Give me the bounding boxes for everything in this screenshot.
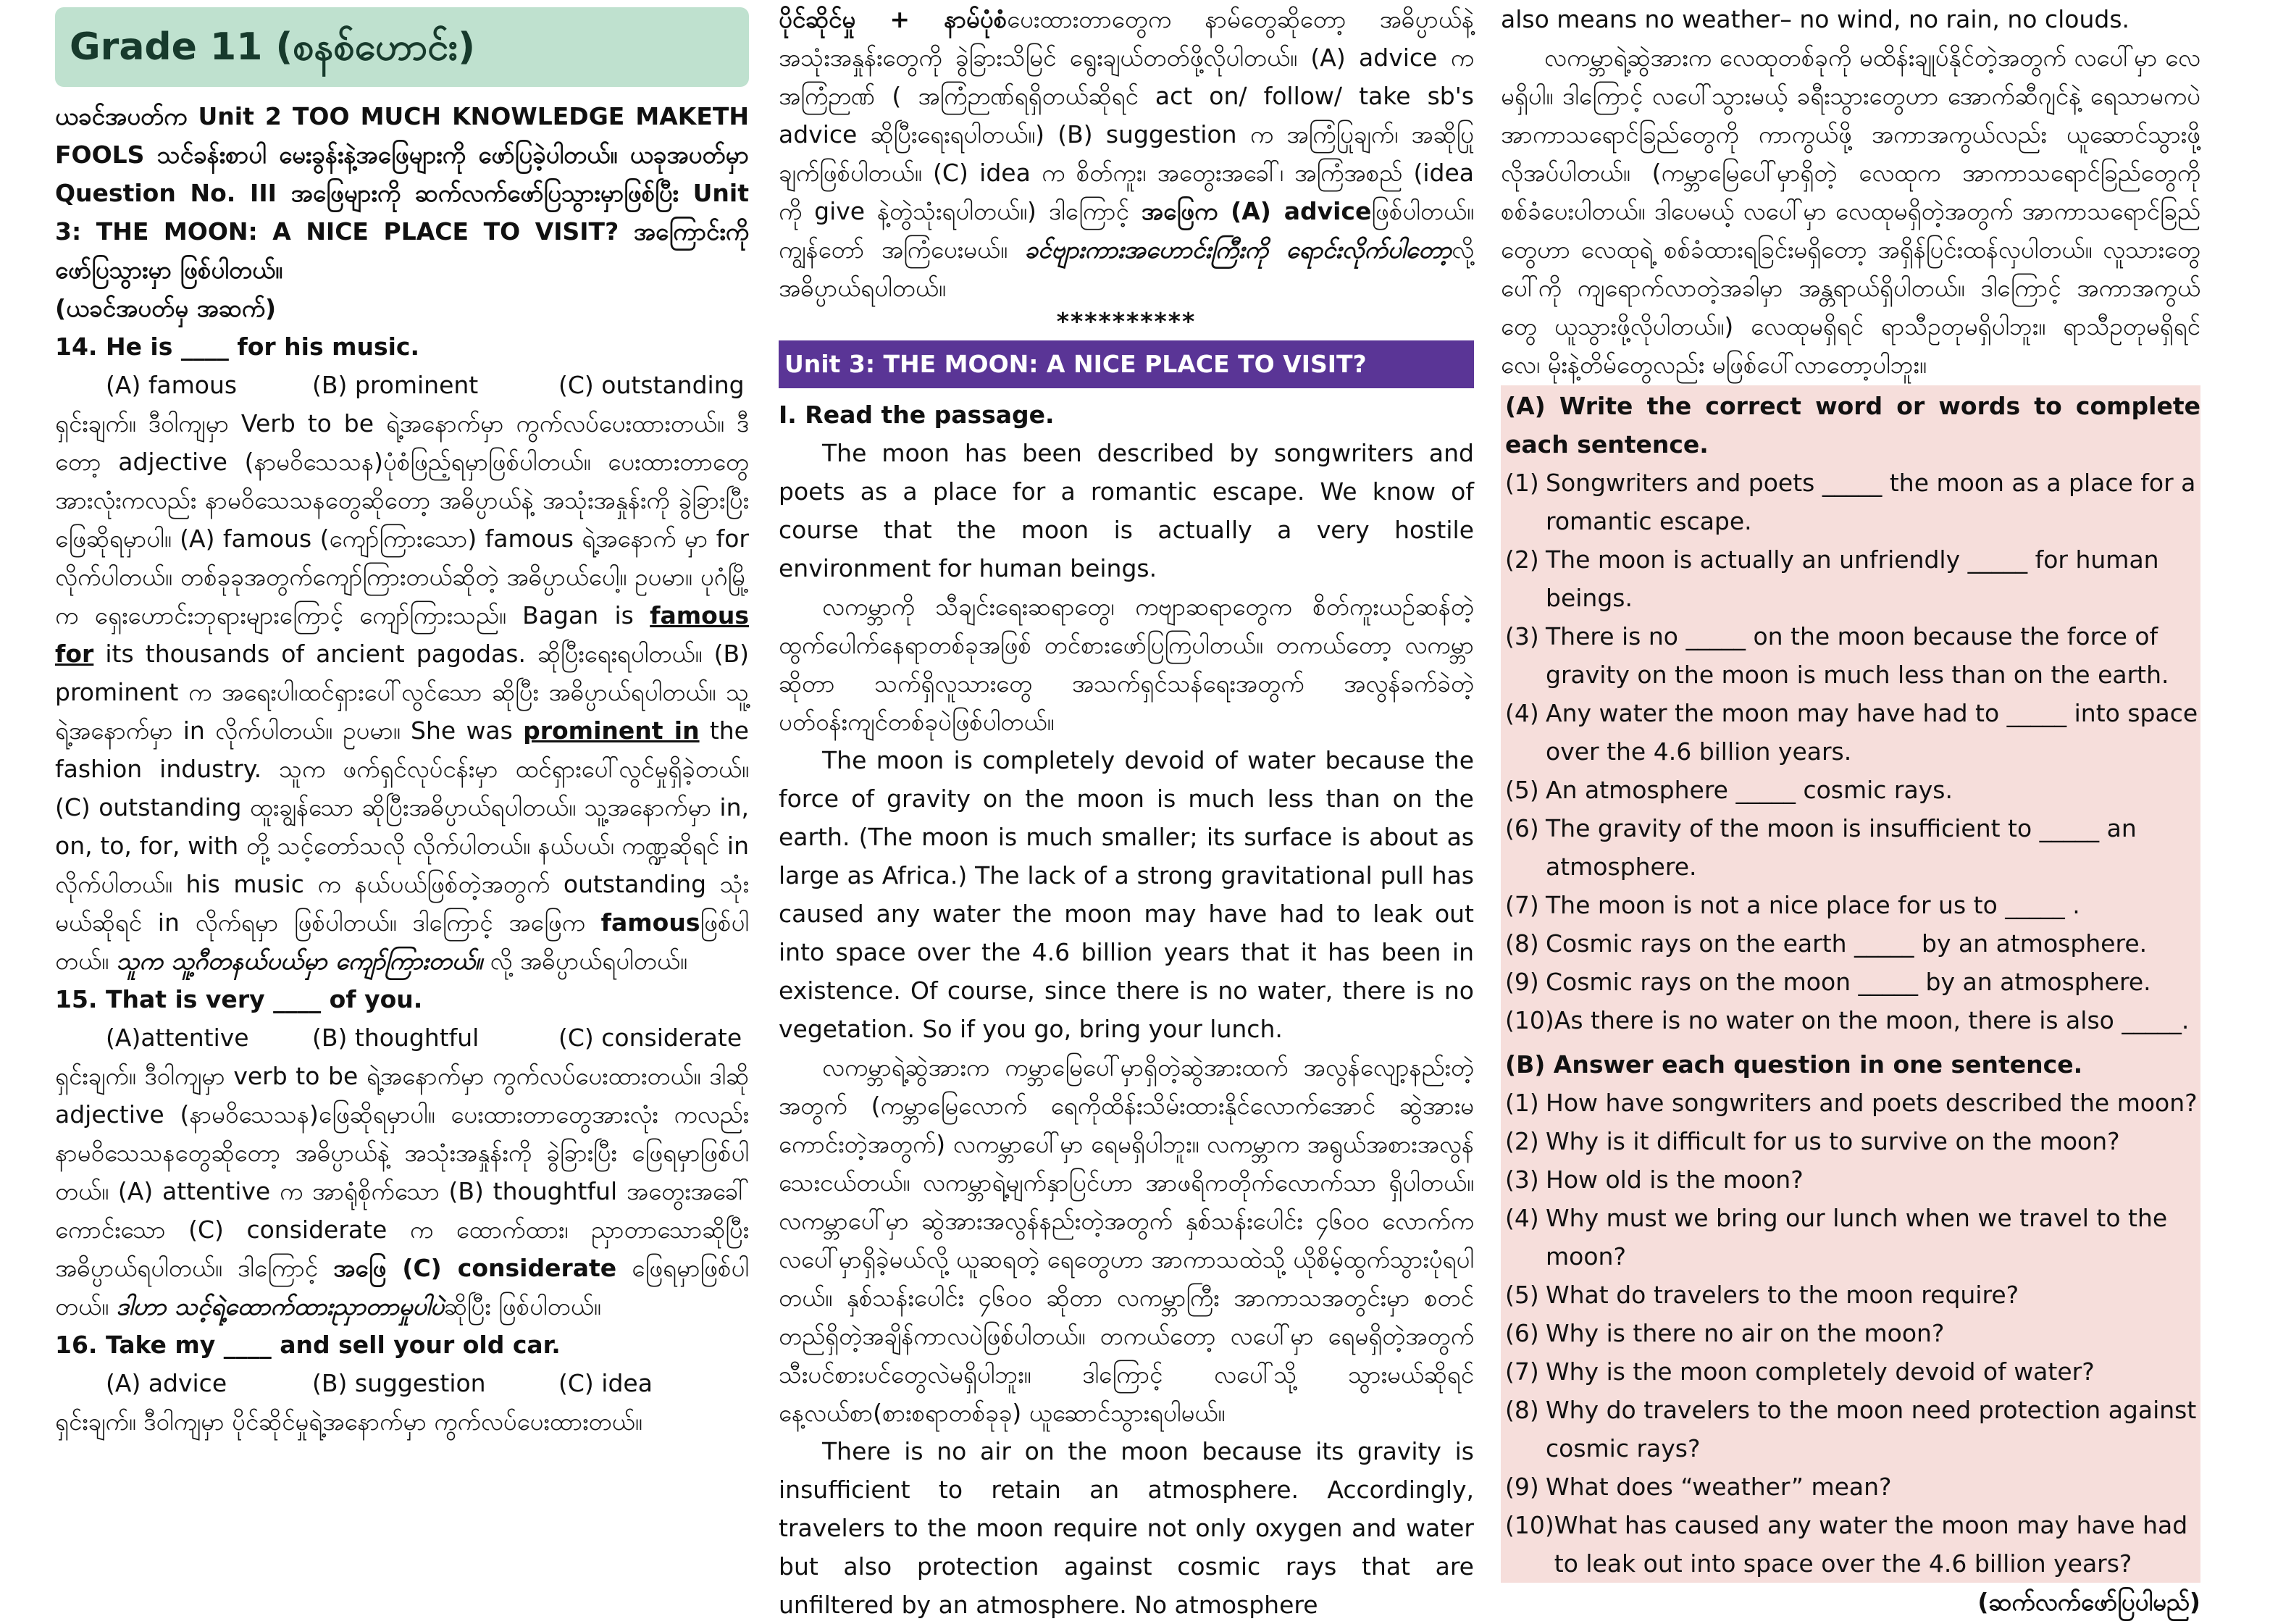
question-14-options — [55, 366, 749, 404]
item-number: (9) — [1505, 968, 1539, 996]
item-text: The gravity of the moon is insufficient to _____ an atmosphere. — [1546, 814, 2137, 881]
list-item — [1505, 1276, 2200, 1314]
intro-paragraph: ယခင်အပတ်က Unit 2 TOO MUCH KNOWLEDGE MAKETH FOOLS သင်ခန်းစာပါ မေးခွန်းနဲ့အဖြေများကို ဖော်ပြခဲ့ပါတယ်။ ယခုအပတ်မှာ Question No. III အဖြေများကို ဆက်လက်ဖော်ပြသွားမှာဖြစ်ပြီး Unit 3: THE MOON: A NICE PLACE TO VISIT? အကြောင်းကို ဖော်ပြသွားမှာ ဖြစ်ပါတယ်။ — [55, 102, 749, 284]
item-number: (4) — [1505, 699, 1539, 727]
column-2 — [779, 0, 1474, 1624]
list-item — [1505, 1468, 2200, 1506]
exercise-box — [1501, 385, 2200, 1583]
list-item — [1505, 771, 2200, 809]
continued-note: (ဆက်လက်ဖော်ပြပါမည်) — [1977, 1588, 2200, 1616]
question-16-explanation: ရှင်းချက်။ ဒီဝါကျမှာ ပိုင်ဆိုင်မှုရဲ့အနောက်မှာ ကွက်လပ်ပေးထားတယ်။ — [55, 1407, 642, 1436]
option-b: (B) suggestion — [312, 1369, 486, 1397]
question-16-options — [55, 1364, 749, 1402]
option-a: (A)attentive — [106, 1024, 249, 1052]
item-number: (3) — [1505, 622, 1539, 650]
item-text: What do travelers to the moon require? — [1546, 1281, 2019, 1309]
list-item — [1505, 924, 2200, 963]
option-a: (A) advice — [106, 1369, 227, 1397]
question-14: 14. He is ____ for his music. — [55, 332, 420, 361]
option-c: (C) considerate — [558, 1024, 742, 1052]
list-item — [1505, 617, 2200, 694]
unit-title-bar: Unit 3: THE MOON: A NICE PLACE TO VISIT? — [779, 340, 1474, 388]
list-item — [1505, 1122, 2200, 1160]
item-number: (2) — [1505, 1127, 1539, 1155]
item-number: (5) — [1505, 776, 1539, 804]
option-b: (B) thoughtful — [312, 1024, 479, 1052]
list-item — [1505, 1391, 2200, 1468]
passage-translation-3: လကမ္ဘာရဲ့ဆွဲအားက လေထုတစ်ခုကို မထိန်းချုပ်နိုင်တဲ့အတွက် လပေါ်မှာ လေမရှိပါ။ ဒါကြောင့် လပေါ်သွားမယ့် ခရီးသွားတွေဟာ အောက်ဆီဂျင်နဲ့ ရေသာမကပဲ အာကာသရောင်ခြည်တွေကို ကာကွယ်ဖို့ အကာအကွယ်လည်း ယူဆောင်သွားဖို့ လိုအပ်ပါတယ်။ (ကမ္ဘာမြေပေါ်မှာရှိတဲ့ လေထုက အာကာသရောင်ခြည်တွေကို စစ်ခံပေးပါတယ်။ ဒါပေမယ့် လပေါ်မှာ လေထုမရှိတဲ့အတွက် အာကာသရောင်ခြည်တွေဟာ လေထုရဲ့ စစ်ခံထားရခြင်းမရှိတော့ အရှိန်ပြင်းထန်လှပါတယ်။ လူသားတွေပေါ်ကို ကျရောက်လာတဲ့အခါမှာ အန္တရာယ်ရှိပါတယ်။ ဒါကြောင့် အကာအကွယ်တွေ ယူသွားဖို့လိုပါတယ်။) လေထုမရှိရင် ရာသီဥတုမရှိပါဘူး။ ရာသီဥတုမရှိရင် လေ၊ မိုးနဲ့တိမ်တွေလည်း မဖြစ်ပေါ်လာတော့ပါဘူး။ — [1501, 43, 2200, 379]
list-item — [1505, 1314, 2200, 1352]
list-item — [1505, 540, 2200, 617]
section-a-list — [1505, 464, 2200, 1039]
read-heading: I. Read the passage. — [779, 401, 1055, 429]
item-number: (9) — [1505, 1473, 1539, 1501]
list-item — [1505, 464, 2200, 540]
item-text: How have songwriters and poets described the moon? — [1546, 1089, 2198, 1117]
passage-paragraph-3-end: also means no weather– no wind, no rain, no clouds. — [1501, 5, 2130, 33]
list-item — [1505, 1199, 2200, 1276]
question-16: 16. Take my ____ and sell your old car. — [55, 1331, 561, 1359]
grade-title: Grade 11 (စနစ်ဟောင်း) — [55, 7, 749, 87]
list-item — [1505, 1352, 2200, 1391]
item-number: (8) — [1505, 929, 1539, 958]
list-item — [1505, 1506, 2200, 1583]
answer-translation: ခင်ဗျားကားအဟောင်းကြီးကို ရောင်းလိုက်ပါတော့ — [1024, 235, 1452, 264]
column-3 — [1501, 0, 2200, 1621]
passage-paragraph-3: There is no air on the moon because its gravity is insufficient to retain an atmosphere. Accordingly, travelers to the moon require not only oxygen and water but also protection against cosmic rays that are unfiltered by an atmosphere. No atmosphere — [779, 1437, 1474, 1619]
item-text: What has caused any water the moon may have had to leak out into space over the 4.6 billion years? — [1554, 1511, 2188, 1578]
item-text: Cosmic rays on the moon _____ by an atmosphere. — [1546, 968, 2151, 996]
option-c: (C) outstanding — [558, 371, 745, 399]
previous-week-note: (ယခင်အပတ်မှ အဆက်) — [55, 294, 277, 322]
item-text: Why is it difficult for us to survive on the moon? — [1546, 1127, 2120, 1155]
section-a-heading: (A) Write the correct word or words to complete each sentence. — [1505, 392, 2200, 459]
passage-translation-2: လကမ္ဘာရဲ့ဆွဲအားက ကမ္ဘာမြေပေါ်မှာရှိတဲ့ဆွဲအားထက် အလွန်လျော့နည်းတဲ့အတွက် (ကမ္ဘာမြေလောက် ရေကိုထိန်းသိမ်းထားနိုင်လောက်အောင် ဆွဲအားမကောင်းတဲ့အတွက်) လကမ္ဘာပေါ်မှာ ရေမရှိပါဘူး။ လကမ္ဘာက အရွယ်အစားအလွန်သေးငယ်တယ်။ လကမ္ဘာရဲ့မျက်နှာပြင်ဟာ အာဖရိကတိုက်လောက်သာ ရှိပါတယ်။ လကမ္ဘာပေါ်မှာ ဆွဲအားအလွန်နည်းတဲ့အတွက် နှစ်သန်းပေါင်း ၄၆၀၀ လောက်က လပေါ်မှာရှိခဲ့မယ်လို့ ယူဆရတဲ့ ရေတွေဟာ အာကာသထဲသို့ ယိုစိမ့်ထွက်သွားပုံရပါတယ်။ နှစ်သန်းပေါင်း ၄၆၀၀ ဆိုတာ လကမ္ဘာကြီး အာကာသအတွင်းမှာ စတင်တည်ရှိတဲ့အချိန်ကာလပဲဖြစ်ပါတယ်။ တကယ်တော့ လပေါ်မှာ ရေမရှိတဲ့အတွက် သီးပင်စားပင်တွေလဲမရှိပါဘူး။ ဒါကြောင့် လပေါ်သို့ သွားမယ်ဆိုရင် နေ့လယ်စာ(စားစရာတစ်ခုခု) ယူဆောင်သွားရပါမယ်။ — [779, 1053, 1474, 1427]
item-number: (6) — [1505, 1319, 1539, 1347]
item-text: Why must we bring our lunch when we travel to the moon? — [1546, 1204, 2168, 1271]
item-text: There is no _____ on the moon because the force of gravity on the moon is much less than on the earth. — [1546, 622, 2169, 689]
item-number: (1) — [1505, 1089, 1539, 1117]
list-item — [1505, 1160, 2200, 1199]
list-item — [1505, 1084, 2200, 1122]
item-number: (10) — [1505, 1511, 1554, 1539]
section-divider: ********** — [1056, 307, 1197, 335]
underlined-phrase: prominent in — [523, 716, 700, 745]
section-b-heading: (B) Answer each question in one sentence. — [1505, 1050, 2083, 1079]
item-text: The moon is not a nice place for us to _____ . — [1546, 891, 2080, 919]
item-number: (7) — [1505, 891, 1539, 919]
question-15-options — [55, 1018, 749, 1057]
item-text: Why is there no air on the moon? — [1546, 1319, 1945, 1347]
item-number: (10) — [1505, 1006, 1554, 1034]
question-16-explanation-cont: ပိုင်ဆိုင်မှု + နာမ်ပုံစံပေးထားတာတွေက နာမ်တွေဆိုတော့ အဓိပ္ပာယ်နဲ့ အသုံးအနှုန်းတွေကို ခွဲခြားသိမြင် ရွေးချယ်တတ်ဖို့လိုပါတယ်။ (A) advice က အကြံဉာဏ် ( အကြံဉာဏ်ရရှိတယ်ဆိုရင် act on/ follow/ take sb's advice ဆိုပြီးရေးရပါတယ်။) (B) suggestion က အကြံပြုချက်၊ အဆိုပြုချက်ဖြစ်ပါတယ်။ (C) idea က စိတ်ကူး၊ အတွေးအခေါ်၊ အကြံအစည် (idea ကို give နဲ့တွဲသုံးရပါတယ်။) ဒါကြောင့် အဖြေက (A) adviceဖြစ်ပါတယ်။ ကျွန်တော် အကြံပေးမယ်။ ခင်ဗျားကားအဟောင်းကြီးကို ရောင်းလိုက်ပါတော့လို့ အဓိပ္ပာယ်ရပါတယ်။ — [779, 5, 1474, 302]
list-item — [1505, 1001, 2200, 1039]
item-text: What does “weather” mean? — [1546, 1473, 1892, 1501]
column-1 — [55, 7, 749, 1441]
item-number: (5) — [1505, 1281, 1539, 1309]
item-number: (4) — [1505, 1204, 1539, 1232]
item-text: Cosmic rays on the earth _____ by an atmosphere. — [1546, 929, 2148, 958]
item-number: (6) — [1505, 814, 1539, 842]
item-number: (8) — [1505, 1396, 1539, 1424]
item-text: The moon is actually an unfriendly _____ for human beings. — [1546, 545, 2159, 612]
list-item — [1505, 963, 2200, 1001]
list-item — [1505, 886, 2200, 924]
item-number: (2) — [1505, 545, 1539, 574]
item-text: An atmosphere _____ cosmic rays. — [1546, 776, 1953, 804]
list-item — [1505, 809, 2200, 886]
option-c: (C) idea — [558, 1369, 653, 1397]
item-text: Any water the moon may have had to _____ into space over the 4.6 billion years. — [1546, 699, 2198, 766]
item-text: Songwriters and poets _____ the moon as a place for a romantic escape. — [1546, 469, 2196, 535]
item-number: (7) — [1505, 1357, 1539, 1386]
item-number: (3) — [1505, 1165, 1539, 1194]
item-text: Why do travelers to the moon need protection against cosmic rays? — [1546, 1396, 2197, 1462]
option-b: (B) prominent — [312, 371, 479, 399]
option-a: (A) famous — [106, 371, 238, 399]
section-b-list — [1505, 1084, 2200, 1583]
item-text: Why is the moon completely devoid of water? — [1546, 1357, 2095, 1386]
question-15-explanation: ရှင်းချက်။ ဒီဝါကျမှာ verb to be ရဲ့အနောက်မှာ ကွက်လပ်ပေးထားတယ်။ ဒါဆို adjective (နာမဝိသေသန)ဖြေဆိုရမှာပါ။ ပေးထားတာတွေအားလုံး ကလည်း နာမဝိသေသနတွေဆိုတော့ အဓိပ္ပာယ်နဲ့ အသုံးအနှုန်းကို ခွဲခြားပြီး ဖြေရမှာဖြစ်ပါတယ်။ (A) attentive က အာရုံစိုက်သော (B) thoughtful အတွေးအခေါ်ကောင်းသော (C) considerate က ထောက်ထား၊ ညှာတာသောဆိုပြီး အဓိပ္ပာယ်ရပါတယ်။ ဒါကြောင့် အဖြေ (C) considerate ဖြေရမှာဖြစ်ပါတယ်။ ဒါဟာ သင့်ရဲ့ထောက်ထားညှာတာမှုပါပဲဆိုပြီး ဖြစ်ပါတယ်။ — [55, 1062, 749, 1320]
passage-paragraph-2: The moon is completely devoid of water because the force of gravity on the moon is much less than on the earth. (The moon is much smaller; its surface is about as large as Africa.) The lack of a strong gravitational pull has caused any water the moon may have had to leak out into space over the 4.6 billion years that it has been in existence. Of course, since there is no water, there is no vegetation. So if you go, bring your lunch. — [779, 746, 1474, 1043]
list-item — [1505, 694, 2200, 771]
answer-translation: ဒါဟာ သင့်ရဲ့ထောက်ထားညှာတာမှုပါပဲ — [116, 1292, 444, 1320]
question-15: 15. That is very ____ of you. — [55, 985, 423, 1013]
underlined-phrase: famous for — [55, 601, 749, 668]
passage-translation-1: လကမ္ဘာကို သီချင်းရေးဆရာတွေ၊ ကဗျာဆရာတွေက စိတ်ကူးယဉ်ဆန်တဲ့ထွက်ပေါက်နေရာတစ်ခုအဖြစ် တင်စားဖော်ပြကြပါတယ်။ တကယ်တော့ လကမ္ဘာဆိုတာ သက်ရှိလူသားတွေ အသက်ရှင်သန်ရေးအတွက် အလွန်ခက်ခဲတဲ့ ပတ်ဝန်းကျင်တစ်ခုပဲဖြစ်ပါတယ်။ — [779, 593, 1474, 736]
item-text: How old is the moon? — [1546, 1165, 1804, 1194]
item-number: (1) — [1505, 469, 1539, 497]
question-14-explanation: ရှင်းချက်။ ဒီဝါကျမှာ Verb to be ရဲ့အနောက်မှာ ကွက်လပ်ပေးထားတယ်။ ဒီတော့ adjective (နာမဝိသေသန)ပုံစံဖြည့်ရမှာဖြစ်ပါတယ်။ ပေးထားတာတွေ အားလုံးကလည်း နာမဝိသေသနတွေဆိုတော့ အဓိပ္ပာယ်နဲ့ အသုံးအနှုန်းကို ခွဲခြားပြီး ဖြေဆိုရမှာပါ။ (A) famous (ကျော်ကြားသော) famous ရဲ့အနောက် မှာ for လိုက်ပါတယ်။ တစ်ခုခုအတွက်ကျော်ကြားတယ်ဆိုတဲ့ အဓိပ္ပာယ်ပေါ့။ ဥပမာ။ ပုဂံမြို့က ရှေးဟောင်းဘုရားများကြောင့် ကျော်ကြားသည်။ Bagan is famous for its thousands of ancient pagodas. ဆိုပြီးရေးရပါတယ်။ (B) prominent က အရေးပါ၊ထင်ရှားပေါ်လွင်သော ဆိုပြီး အဓိပ္ပာယ်ရပါတယ်။ သူ့ရဲ့အနောက်မှာ in လိုက်ပါတယ်။ ဥပမာ။ She was prominent in the fashion industry. သူက ဖက်ရှင်လုပ်ငန်းမှာ ထင်ရှားပေါ်လွင်မှုရှိခဲ့တယ်။ (C) outstanding ထူးချွန်သော ဆိုပြီးအဓိပ္ပာယ်ရပါတယ်။ သူ့အနောက်မှာ in, on, to, for, with တို့ သင့်တော်သလို လိုက်ပါတယ်။ နယ်ပယ်၊ ကဏ္ဍဆိုရင် in လိုက်ပါတယ်။ his music က နယ်ပယ်ဖြစ်တဲ့အတွက် outstanding သုံးမယ်ဆိုရင် in လိုက်ရမှာ ဖြစ်ပါတယ်။ ဒါကြောင့် အဖြေက famousဖြစ်ပါတယ်။ သူက သူ့ဂီတနယ်ပယ်မှာ ကျော်ကြားတယ်။ လို့ အဓိပ္ပာယ်ရပါတယ်။ — [55, 409, 749, 975]
passage-paragraph-1: The moon has been described by songwriters and poets as a place for a romantic escape. We know of course that the moon is actually a very hostile environment for human beings. — [779, 439, 1474, 582]
item-text: As there is no water on the moon, there is also _____. — [1554, 1006, 2190, 1034]
answer-translation: သူက သူ့ဂီတနယ်ပယ်မှာ ကျော်ကြားတယ်။ — [116, 947, 483, 975]
